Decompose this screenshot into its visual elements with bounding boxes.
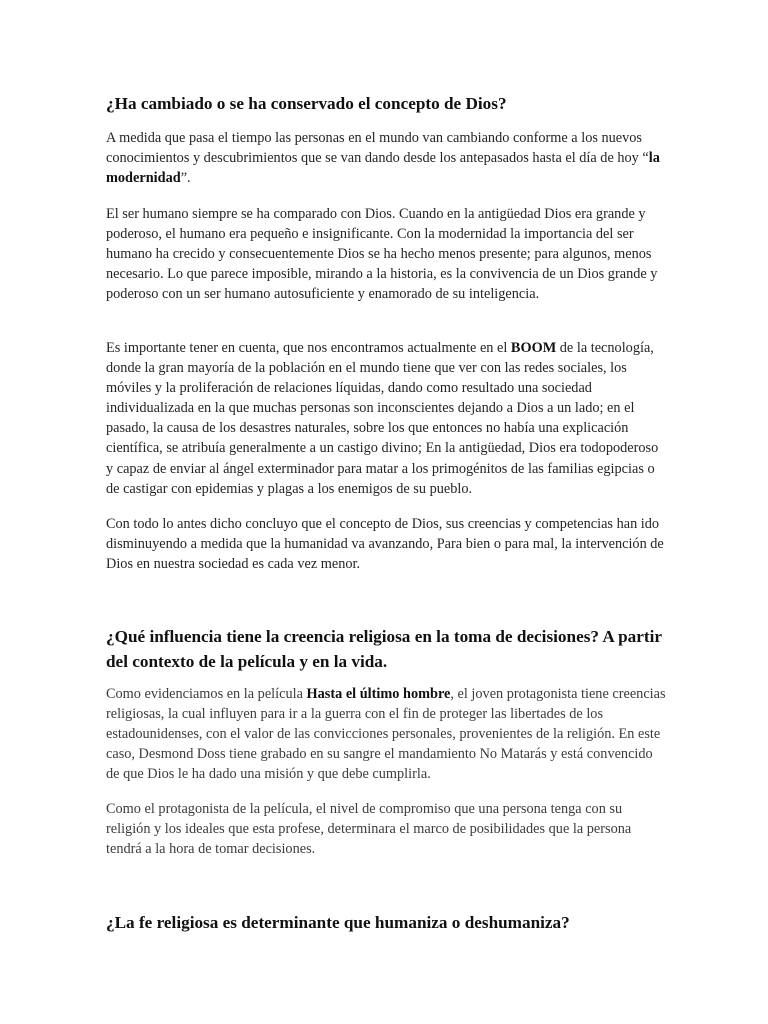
paragraph-pelicula — [106, 684, 666, 784]
heading-concepto-dios: ¿Ha cambiado o se ha conservado el concepto de Dios? — [106, 94, 507, 113]
paragraph-text — [106, 128, 666, 188]
bold-term: la modernidad — [106, 150, 660, 187]
text-span: Como evidenciamos en la película — [106, 686, 307, 702]
text-span: , el joven protagonista tiene creencias religiosas, la cual influyen para ir a la guerra con el fin de proteger las libertades de los estadounidenses, con el valor de las convicciones personales, provenientes de la religión. En este caso, Desmond Doss tiene grabado en su sangre el mandamiento No Matarás y está convencido de que Dios le ha dado una misión y que debe cumplirla. — [106, 686, 666, 783]
text-span: de la tecnología, donde la gran mayoría de la población en el mundo tiene que ver con las redes sociales, los móviles y la proliferación de relaciones líquidas, dando como resultado una sociedad individualizada en la que muchas personas son inconscientes dejando a Dios a un lado; en el pasado, la causa de los desastres naturales, sobre los que entonces no había una explicación científica, se atribuía generalmente a un castigo divino; En la antigüedad, Dios era todopoderoso y capaz de enviar al ángel exterminador para matar a los primogénitos de las familias egipcias o de castigar con epidemias y plagas a los enemigos de su pueblo. — [106, 340, 659, 497]
paragraph-protagonista — [106, 799, 666, 859]
heading-influencia-creencia: ¿Qué influencia tiene la creencia religiosa en la toma de decisiones? A partir del contexto de la película y en la vida. — [106, 627, 662, 671]
bold-term: BOOM — [510, 340, 557, 356]
paragraph-text: Como el protagonista de la película, el nivel de compromiso que una persona tenga con su religión y los ideales que esta profese, determinara el marco de posibilidades que la persona tendrá a la hora de tomar decisiones. — [106, 801, 632, 858]
heading-fe-religiosa: ¿La fe religiosa es determinante que humaniza o deshumaniza? — [106, 913, 570, 932]
text-span: Es importante tener en cuenta, que nos encontramos actualmente en el — [106, 340, 511, 356]
paragraph-ser-humano — [106, 204, 666, 304]
paragraph-modernidad — [106, 128, 666, 188]
paragraph-text — [106, 684, 666, 784]
text-span: ”. — [180, 170, 191, 187]
paragraph-conclusion — [106, 514, 666, 574]
movie-title: Hasta el último hombre — [306, 686, 451, 702]
paragraph-text — [106, 338, 666, 499]
paragraph-text: El ser humano siempre se ha comparado con Dios. Cuando en la antigüedad Dios era grande y poderoso, el humano era pequeño e insignificante. Con la modernidad la importancia del ser humano ha crecido y consecuentemente Dios se ha hecho menos presente; para algunos, menos necesario. Lo que parece imposible, mirando a la historia, es la convivencia de un Dios grande y poderoso con un ser humano autosuficiente y enamorado de su inteligencia. — [106, 206, 658, 303]
paragraph-text: Con todo lo antes dicho concluyo que el concepto de Dios, sus creencias y competencias han ido disminuyendo a medida que la humanidad va avanzando, Para bien o para mal, la intervención de Dios en nuestra sociedad es cada vez menor. — [106, 516, 664, 573]
text-span: A medida que pasa el tiempo las personas en el mundo van cambiando conforme a los nuevos conocimientos y descubrimientos que se van dando desde los antepasados hasta el día de hoy “ — [106, 130, 649, 167]
paragraph-boom — [106, 338, 666, 499]
